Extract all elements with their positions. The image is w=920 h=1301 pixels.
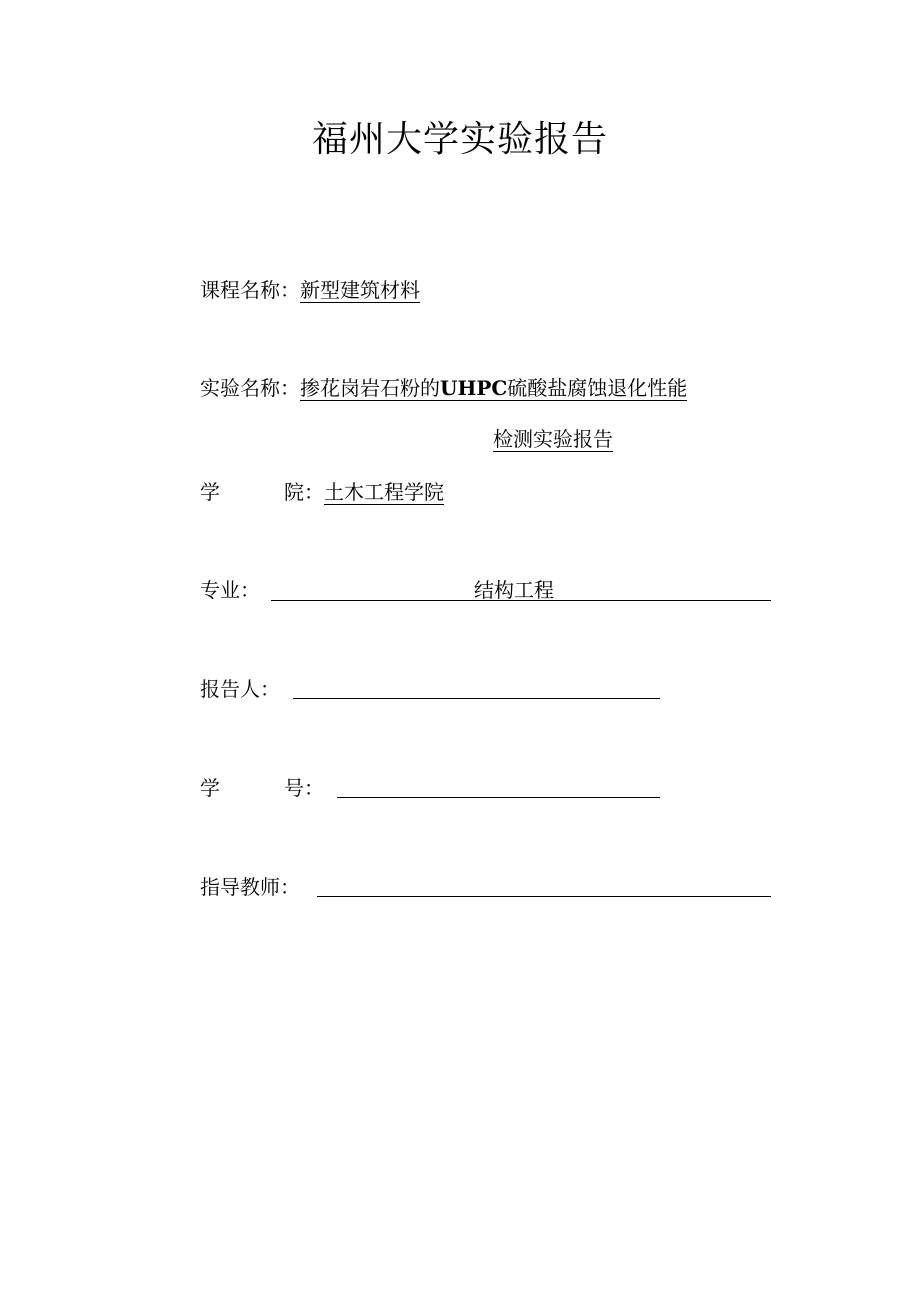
major-row [200,576,260,604]
experiment-value-line1 [300,376,687,401]
experiment-row [200,374,687,402]
student-id-field-line [337,797,660,798]
college-label-second: 院： [284,480,324,504]
experiment-value-part2: 硫酸盐腐蚀退化性能 [507,376,688,400]
major-label: 专业： [200,578,260,602]
student-id-label-first: 学 [200,776,220,800]
reporter-row [200,675,280,703]
experiment-value-part1: 掺花岗岩石粉的 [300,376,440,400]
college-row [200,478,444,506]
course-row [200,276,420,304]
student-id-label-second: 号： [284,776,324,800]
course-label: 课程名称： [200,278,300,302]
major-value-wrap [474,576,554,604]
advisor-label: 指导教师： [200,875,300,899]
reporter-field-line [293,698,660,699]
experiment-value-line2-row [493,425,613,453]
reporter-label: 报告人： [200,677,280,701]
experiment-value-latin: UHPC [440,376,508,400]
major-value: 结构工程 [474,578,554,602]
advisor-row [200,873,300,901]
report-title: 福州大学实验报告 [311,119,608,160]
college-label-first: 学 [200,480,220,504]
experiment-label: 实验名称： [200,376,300,400]
student-id-row [200,774,324,802]
experiment-value-line2: 检测实验报告 [493,427,613,451]
course-value: 新型建筑材料 [300,278,420,302]
advisor-field-line [317,896,771,897]
college-value: 土木工程学院 [324,480,444,504]
